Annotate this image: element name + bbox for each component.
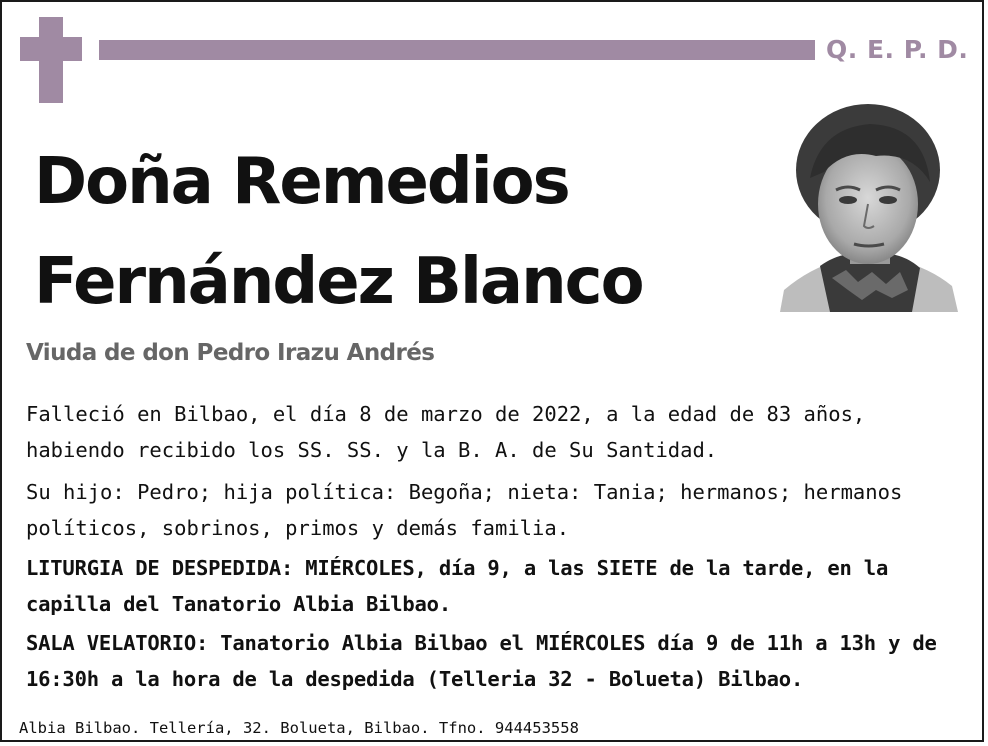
deceased-name-line1: Doña Remedios — [34, 145, 569, 219]
cross-icon-horizontal — [20, 37, 82, 61]
deceased-name-line2: Fernández Blanco — [34, 245, 643, 319]
death-paragraph: Falleció en Bilbao, el día 8 de marzo de 2022, a la edad de 83 años, habiendo recibido los SS. SS. y la B. A. de Su Santidad. — [26, 402, 866, 462]
liturgy-paragraph: LITURGIA DE DESPEDIDA: MIÉRCOLES, día 9, a las SIETE de la tarde, en la capilla del Tanatorio Albia Bilbao. — [26, 556, 889, 616]
family-paragraph: Su hijo: Pedro; hija política: Begoña; nieta: Tania; hermanos; hermanos políticos, sobrinos, primos y demás familia. — [26, 480, 903, 540]
deceased-name — [34, 132, 754, 332]
wake-paragraph: SALA VELATORIO: Tanatorio Albia Bilbao el MIÉRCOLES día 9 de 11h a 13h y de 16:30h a la hora de la despedida (Telleria 32 - Bolueta) Bilbao. — [26, 631, 937, 691]
header-bar — [99, 40, 815, 60]
funeral-home-footer: Albia Bilbao. Tellería, 32. Bolueta, Bilbao. Tfno. 944453558 — [19, 719, 579, 737]
qepd-label: Q. E. P. D. — [826, 35, 969, 64]
portrait-photo — [780, 100, 958, 312]
widow-of-text: Viuda de don Pedro Irazu Andrés — [26, 340, 435, 366]
portrait-image — [780, 100, 958, 312]
